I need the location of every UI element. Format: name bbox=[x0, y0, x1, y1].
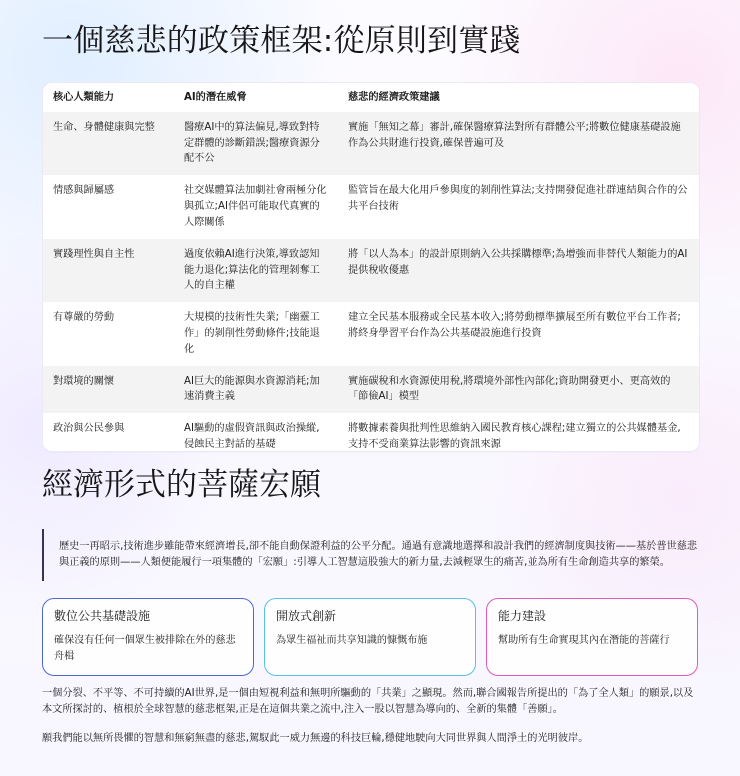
table-cell-threat: 社交媒體算法加劇社會兩極分化與孤立;AI伴侶可能取代真實的人際關係 bbox=[174, 175, 338, 238]
table-cell-policy: 實施碳稅和水資源使用稅,將環境外部性內部化;資助開發更小、更高效的「節儉AI」模型 bbox=[338, 366, 699, 414]
quote-block: 歷史一再昭示,技術進步雖能帶來經濟增長,卻不能自動保證利益的公平分配。通過有意識地選擇和設計我們的經濟制度與技術——基於普世慈悲與正義的原則——人類便能履行一項集體的「宏願」:引導人工智慧這股強大的新力量,去減輕眾生的痛苦,並為所有生命創造共享的繁榮。 bbox=[42, 529, 698, 581]
table-header-row bbox=[43, 83, 699, 112]
table-cell-capability: 對環境的關懷 bbox=[43, 366, 174, 414]
table-cell-capability: 情感與歸屬感 bbox=[43, 175, 174, 238]
card-digital-public-infrastructure bbox=[42, 598, 254, 676]
card-open-innovation bbox=[264, 598, 476, 676]
policy-table-card bbox=[42, 82, 700, 452]
table-cell-threat: 大規模的技術性失業;「幽靈工作」的剝削性勞動條件;技能退化 bbox=[174, 302, 338, 365]
table-cell-capability: 生命、身體健康與完整 bbox=[43, 112, 174, 175]
closing-paragraph-1: 一個分裂、不平等、不可持續的AI世界,是一個由短視利益和無明所驅動的「共業」之顯現。然而,聯合國報告所提出的「為了全人類」的願景,以及本文所探討的、植根於全球智慧的慈悲框架,正是在這個共業之流中,注入一股以智慧為導向的、全新的集體「善願」。 bbox=[42, 688, 694, 716]
card-text: 確保沒有任何一個眾生被排除在外的慈悲舟楫 bbox=[54, 634, 236, 662]
table-cell-capability: 政治與公民參與 bbox=[43, 413, 174, 452]
card-title: 數位公共基礎設施 bbox=[54, 609, 151, 623]
header-capability: 核心人類能力 bbox=[43, 83, 174, 112]
header-policy: 慈悲的經濟政策建議 bbox=[338, 83, 699, 112]
table-cell-threat: 過度依賴AI進行決策,導致認知能力退化;算法化的管理剝奪工人的自主權 bbox=[174, 239, 338, 302]
table-row bbox=[43, 366, 699, 414]
card-text: 為眾生福祉而共享知識的慷慨布施 bbox=[276, 634, 428, 646]
policy-table bbox=[43, 83, 699, 452]
table-row bbox=[43, 239, 699, 302]
card-title: 開放式創新 bbox=[276, 609, 337, 623]
table-row bbox=[43, 413, 699, 452]
table-cell-policy: 監管旨在最大化用戶參與度的剝削性算法;支持開發促進社群連結與合作的公共平台技術 bbox=[338, 175, 699, 238]
card-capacity-building bbox=[486, 598, 698, 676]
table-cell-threat: AI驅動的虛假資訊與政治操縱,侵蝕民主對話的基礎 bbox=[174, 413, 338, 452]
table-cell-policy: 將「以人為本」的設計原則納入公共採購標準;為增強而非替代人類能力的AI提供稅收優惠 bbox=[338, 239, 699, 302]
closing-paragraph-2: 願我們能以無所畏懼的智慧和無窮無盡的慈悲,駕馭此一威力無邊的科技巨輪,穩健地駛向大同世界與人間淨土的光明彼岸。 bbox=[42, 733, 589, 744]
table-cell-capability: 實踐理性與自主性 bbox=[43, 239, 174, 302]
table-cell-policy: 實施「無知之幕」審計,確保醫療算法對所有群體公平;將數位健康基礎設施作為公共財進行投資,確保普遍可及 bbox=[338, 112, 699, 175]
table-row bbox=[43, 112, 699, 175]
card-title: 能力建設 bbox=[498, 609, 547, 623]
table-row bbox=[43, 302, 699, 365]
card-text: 幫助所有生命實現其內在潛能的菩薩行 bbox=[498, 634, 670, 646]
table-cell-threat: AI巨大的能源與水資源消耗;加速消費主義 bbox=[174, 366, 338, 414]
table-cell-threat: 醫療AI中的算法偏見,導致對特定群體的診斷錯誤;醫療資源分配不公 bbox=[174, 112, 338, 175]
page-title: 一個慈悲的政策框架:從原則到實踐 bbox=[42, 23, 521, 59]
table-row bbox=[43, 175, 699, 238]
table-cell-policy: 建立全民基本服務或全民基本收入;將勞動標準擴展至所有數位平台工作者;將終身學習平台作為公共基礎設施進行投資 bbox=[338, 302, 699, 365]
header-threat: AI的潛在威脅 bbox=[174, 83, 338, 112]
table-cell-policy: 將數據素養與批判性思維納入國民教育核心課程;建立獨立的公共媒體基金,支持不受商業算法影響的資訊來源 bbox=[338, 413, 699, 452]
table-cell-capability: 有尊嚴的勞動 bbox=[43, 302, 174, 365]
section-title: 經濟形式的菩薩宏願 bbox=[42, 467, 321, 503]
